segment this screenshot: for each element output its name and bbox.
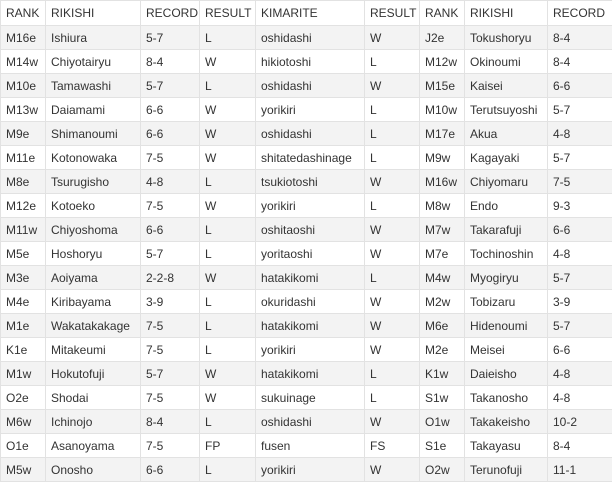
table-row <box>1 362 612 386</box>
table-row <box>1 434 612 458</box>
west-rank-cell: M12w <box>420 50 465 74</box>
west-rank-cell: M10w <box>420 98 465 122</box>
east-record-cell: 5-7 <box>141 74 200 98</box>
east-result-cell: W <box>200 122 256 146</box>
west-result-cell: L <box>365 122 420 146</box>
west-rikishi-cell: Terutsuyoshi <box>465 98 548 122</box>
east-record-cell: 6-6 <box>141 122 200 146</box>
east-rikishi-cell: Daiamami <box>46 98 141 122</box>
west-rank-cell: M7w <box>420 218 465 242</box>
kimarite-cell: hikiotoshi <box>256 50 365 74</box>
west-rikishi-cell: Takayasu <box>465 434 548 458</box>
west-rank-cell: S1e <box>420 434 465 458</box>
east-rank-cell: M11w <box>1 218 46 242</box>
west-result-cell: L <box>365 362 420 386</box>
east-result-cell: W <box>200 194 256 218</box>
west-result-cell: L <box>365 98 420 122</box>
west-result-cell: W <box>365 170 420 194</box>
west-rank-cell: M8w <box>420 194 465 218</box>
east-record-cell: 5-7 <box>141 362 200 386</box>
west-record-cell: 10-2 <box>548 410 612 434</box>
east-rikishi-cell: Shodai <box>46 386 141 410</box>
east-result-cell: W <box>200 266 256 290</box>
table-row <box>1 242 612 266</box>
west-rikishi-cell: Kaisei <box>465 74 548 98</box>
east-rank-cell: O2e <box>1 386 46 410</box>
east-result-cell: L <box>200 218 256 242</box>
west-record-cell: 3-9 <box>548 290 612 314</box>
east-record-cell: 8-4 <box>141 50 200 74</box>
west-record-cell: 5-7 <box>548 98 612 122</box>
west-record-cell: 5-7 <box>548 266 612 290</box>
table-row <box>1 50 612 74</box>
west-result-cell: L <box>365 50 420 74</box>
west-record-cell: 4-8 <box>548 242 612 266</box>
kimarite-cell: yorikiri <box>256 98 365 122</box>
east-result-cell: FP <box>200 434 256 458</box>
east-record-cell: 7-5 <box>141 338 200 362</box>
header-kimarite[interactable]: KIMARITE <box>256 1 365 26</box>
east-result-cell: L <box>200 242 256 266</box>
east-rikishi-cell: Kiribayama <box>46 290 141 314</box>
table-header <box>1 1 612 26</box>
west-result-cell: W <box>365 290 420 314</box>
west-rank-cell: O1w <box>420 410 465 434</box>
west-record-cell: 5-7 <box>548 314 612 338</box>
west-rank-cell: M15e <box>420 74 465 98</box>
west-rank-cell: J2e <box>420 26 465 50</box>
west-record-cell: 11-1 <box>548 458 612 482</box>
west-record-cell: 6-6 <box>548 74 612 98</box>
west-rank-cell: M4w <box>420 266 465 290</box>
table-row <box>1 194 612 218</box>
east-rank-cell: M13w <box>1 98 46 122</box>
header-east-result[interactable]: RESULT <box>200 1 256 26</box>
east-rank-cell: M11e <box>1 146 46 170</box>
header-west-rikishi[interactable]: RIKISHI <box>465 1 548 26</box>
west-result-cell: L <box>365 266 420 290</box>
kimarite-cell: oshidashi <box>256 410 365 434</box>
kimarite-cell: yorikiri <box>256 338 365 362</box>
kimarite-cell: shitatedashinage <box>256 146 365 170</box>
east-result-cell: W <box>200 98 256 122</box>
east-rank-cell: M8e <box>1 170 46 194</box>
west-rank-cell: K1w <box>420 362 465 386</box>
east-record-cell: 7-5 <box>141 194 200 218</box>
west-record-cell: 8-4 <box>548 26 612 50</box>
west-record-cell: 7-5 <box>548 170 612 194</box>
kimarite-cell: yorikiri <box>256 194 365 218</box>
east-rikishi-cell: Ichinojo <box>46 410 141 434</box>
east-result-cell: L <box>200 338 256 362</box>
east-rikishi-cell: Hoshoryu <box>46 242 141 266</box>
east-record-cell: 4-8 <box>141 170 200 194</box>
kimarite-cell: okuridashi <box>256 290 365 314</box>
west-result-cell: W <box>365 410 420 434</box>
west-rikishi-cell: Endo <box>465 194 548 218</box>
east-rikishi-cell: Kotoeko <box>46 194 141 218</box>
west-rikishi-cell: Chiyomaru <box>465 170 548 194</box>
west-record-cell: 6-6 <box>548 218 612 242</box>
header-east-rank[interactable]: RANK <box>1 1 46 26</box>
kimarite-cell: yorikiri <box>256 458 365 482</box>
east-rank-cell: M1w <box>1 362 46 386</box>
west-result-cell: L <box>365 194 420 218</box>
kimarite-cell: hatakikomi <box>256 314 365 338</box>
east-rikishi-cell: Shimanoumi <box>46 122 141 146</box>
west-rikishi-cell: Kagayaki <box>465 146 548 170</box>
east-record-cell: 6-6 <box>141 458 200 482</box>
west-rank-cell: O2w <box>420 458 465 482</box>
table-row <box>1 26 612 50</box>
east-record-cell: 5-7 <box>141 26 200 50</box>
west-record-cell: 9-3 <box>548 194 612 218</box>
east-record-cell: 2-2-8 <box>141 266 200 290</box>
east-record-cell: 7-5 <box>141 146 200 170</box>
table-row <box>1 122 612 146</box>
west-rank-cell: M17e <box>420 122 465 146</box>
east-result-cell: L <box>200 290 256 314</box>
west-rikishi-cell: Takakeisho <box>465 410 548 434</box>
header-row <box>1 1 612 26</box>
west-rank-cell: M9w <box>420 146 465 170</box>
kimarite-cell: hatakikomi <box>256 362 365 386</box>
east-rikishi-cell: Aoiyama <box>46 266 141 290</box>
east-result-cell: L <box>200 26 256 50</box>
east-record-cell: 7-5 <box>141 314 200 338</box>
east-rikishi-cell: Mitakeumi <box>46 338 141 362</box>
east-rank-cell: M5e <box>1 242 46 266</box>
west-rikishi-cell: Hidenoumi <box>465 314 548 338</box>
east-rank-cell: M10e <box>1 74 46 98</box>
table-body <box>1 26 612 482</box>
east-rank-cell: M4e <box>1 290 46 314</box>
table-row <box>1 386 612 410</box>
east-rank-cell: M6w <box>1 410 46 434</box>
west-rikishi-cell: Tobizaru <box>465 290 548 314</box>
east-rank-cell: K1e <box>1 338 46 362</box>
east-result-cell: W <box>200 50 256 74</box>
west-rikishi-cell: Meisei <box>465 338 548 362</box>
header-west-record[interactable]: RECORD <box>548 1 612 26</box>
header-west-result[interactable]: RESULT <box>365 1 420 26</box>
east-rank-cell: M9e <box>1 122 46 146</box>
east-record-cell: 5-7 <box>141 242 200 266</box>
east-record-cell: 8-4 <box>141 410 200 434</box>
west-rank-cell: M16w <box>420 170 465 194</box>
east-rank-cell: M5w <box>1 458 46 482</box>
west-result-cell: W <box>365 218 420 242</box>
west-result-cell: W <box>365 242 420 266</box>
west-rikishi-cell: Akua <box>465 122 548 146</box>
west-record-cell: 6-6 <box>548 338 612 362</box>
table-row <box>1 338 612 362</box>
table-row <box>1 74 612 98</box>
east-record-cell: 6-6 <box>141 98 200 122</box>
kimarite-cell: oshidashi <box>256 122 365 146</box>
west-record-cell: 8-4 <box>548 434 612 458</box>
east-rikishi-cell: Ishiura <box>46 26 141 50</box>
east-rikishi-cell: Wakatakakage <box>46 314 141 338</box>
west-result-cell: W <box>365 26 420 50</box>
east-record-cell: 6-6 <box>141 218 200 242</box>
east-rikishi-cell: Kotonowaka <box>46 146 141 170</box>
east-rikishi-cell: Hokutofuji <box>46 362 141 386</box>
west-record-cell: 4-8 <box>548 362 612 386</box>
east-rank-cell: O1e <box>1 434 46 458</box>
east-rikishi-cell: Onosho <box>46 458 141 482</box>
west-record-cell: 5-7 <box>548 146 612 170</box>
east-rank-cell: M16e <box>1 26 46 50</box>
kimarite-cell: oshitaoshi <box>256 218 365 242</box>
table-row <box>1 314 612 338</box>
table-row <box>1 98 612 122</box>
east-rikishi-cell: Tsurugisho <box>46 170 141 194</box>
west-result-cell: W <box>365 74 420 98</box>
table-row <box>1 146 612 170</box>
east-rank-cell: M12e <box>1 194 46 218</box>
east-record-cell: 7-5 <box>141 386 200 410</box>
west-result-cell: FS <box>365 434 420 458</box>
header-west-rank[interactable]: RANK <box>420 1 465 26</box>
west-result-cell: W <box>365 314 420 338</box>
west-rikishi-cell: Tochinoshin <box>465 242 548 266</box>
kimarite-cell: tsukiotoshi <box>256 170 365 194</box>
west-rikishi-cell: Tokushoryu <box>465 26 548 50</box>
east-result-cell: L <box>200 74 256 98</box>
west-rikishi-cell: Daieisho <box>465 362 548 386</box>
table-row <box>1 410 612 434</box>
header-east-rikishi[interactable]: RIKISHI <box>46 1 141 26</box>
east-rikishi-cell: Asanoyama <box>46 434 141 458</box>
table-row <box>1 458 612 482</box>
east-result-cell: W <box>200 362 256 386</box>
west-result-cell: W <box>365 458 420 482</box>
west-result-cell: L <box>365 386 420 410</box>
east-result-cell: L <box>200 410 256 434</box>
header-east-record[interactable]: RECORD <box>141 1 200 26</box>
west-rank-cell: M2e <box>420 338 465 362</box>
east-rikishi-cell: Tamawashi <box>46 74 141 98</box>
kimarite-cell: hatakikomi <box>256 266 365 290</box>
west-record-cell: 4-8 <box>548 386 612 410</box>
table-row <box>1 170 612 194</box>
east-result-cell: L <box>200 458 256 482</box>
east-result-cell: W <box>200 386 256 410</box>
west-rikishi-cell: Myogiryu <box>465 266 548 290</box>
west-rank-cell: M2w <box>420 290 465 314</box>
west-result-cell: W <box>365 338 420 362</box>
east-result-cell: W <box>200 146 256 170</box>
east-rikishi-cell: Chiyoshoma <box>46 218 141 242</box>
east-rank-cell: M14w <box>1 50 46 74</box>
kimarite-cell: oshidashi <box>256 26 365 50</box>
west-rikishi-cell: Takarafuji <box>465 218 548 242</box>
kimarite-cell: oshidashi <box>256 74 365 98</box>
east-result-cell: L <box>200 170 256 194</box>
east-rank-cell: M3e <box>1 266 46 290</box>
west-result-cell: L <box>365 146 420 170</box>
east-result-cell: L <box>200 314 256 338</box>
kimarite-cell: sukuinage <box>256 386 365 410</box>
east-record-cell: 3-9 <box>141 290 200 314</box>
table-row <box>1 266 612 290</box>
kimarite-cell: yoritaoshi <box>256 242 365 266</box>
west-rikishi-cell: Okinoumi <box>465 50 548 74</box>
east-rank-cell: M1e <box>1 314 46 338</box>
west-rank-cell: M6e <box>420 314 465 338</box>
table-row <box>1 290 612 314</box>
west-record-cell: 4-8 <box>548 122 612 146</box>
west-rikishi-cell: Terunofuji <box>465 458 548 482</box>
east-rikishi-cell: Chiyotairyu <box>46 50 141 74</box>
west-rikishi-cell: Takanosho <box>465 386 548 410</box>
kimarite-cell: fusen <box>256 434 365 458</box>
west-record-cell: 8-4 <box>548 50 612 74</box>
east-record-cell: 7-5 <box>141 434 200 458</box>
west-rank-cell: S1w <box>420 386 465 410</box>
west-rank-cell: M7e <box>420 242 465 266</box>
table-row <box>1 218 612 242</box>
